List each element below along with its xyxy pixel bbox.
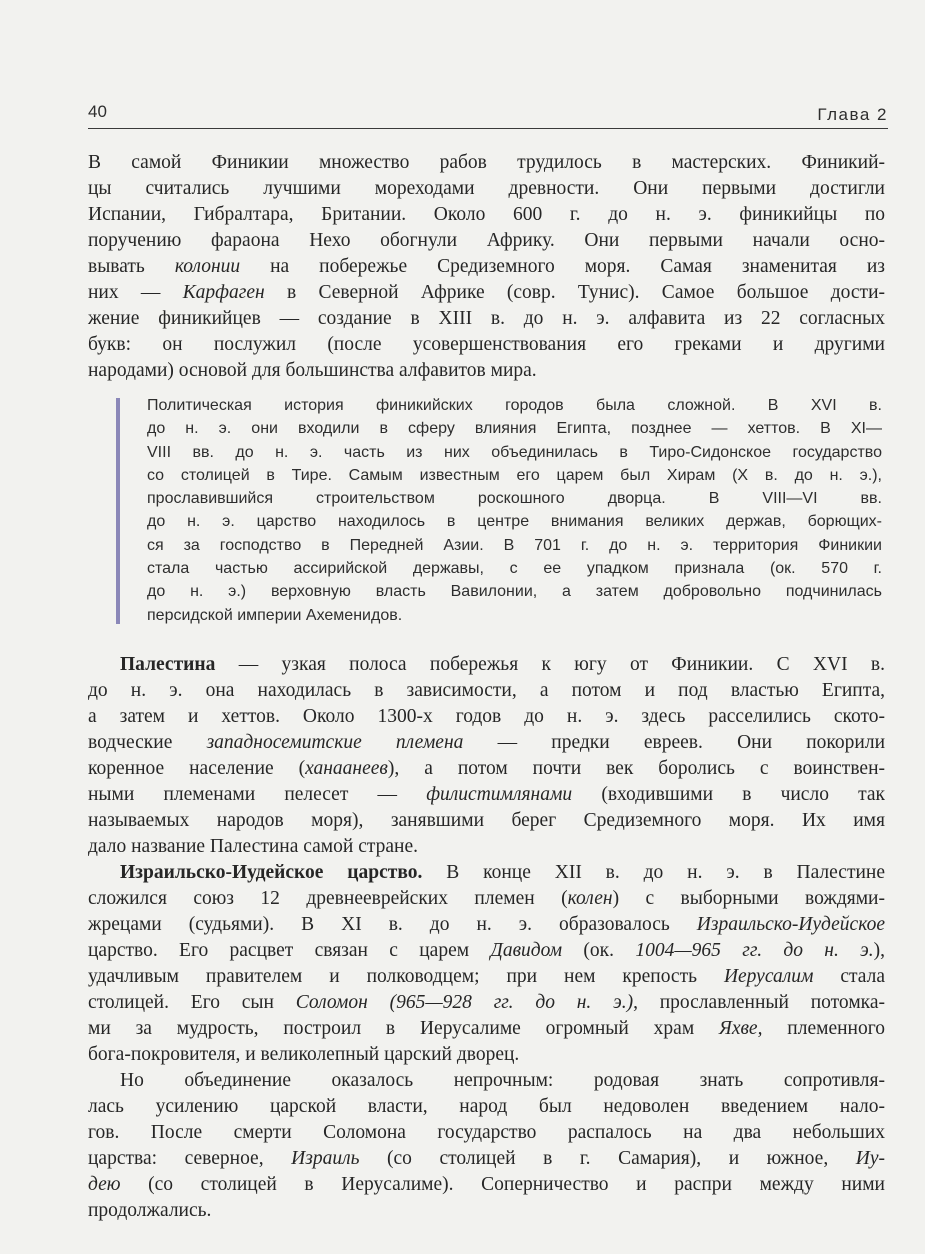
text-line: лась усилению царской власти, народ был недоволен введением нало- bbox=[88, 1096, 885, 1117]
text-line: называемых народов моря), занявшими берег Средиземного моря. Их имя bbox=[88, 810, 885, 831]
text-line: столицей. Его сын Соломон (965—928 гг. до н. э.), прославленный потомка- bbox=[88, 992, 885, 1013]
text-line: гов. После смерти Соломона государство распалось на два небольших bbox=[88, 1122, 885, 1143]
text-line: дало название Палестина самой стране. bbox=[88, 836, 418, 857]
note-line: ся за господство в Передней Азии. В 701 г. до н. э. территория Финикии bbox=[147, 536, 882, 554]
text-line: а затем и хеттов. Около 1300-х годов до н. э. здесь расселились ското- bbox=[88, 706, 885, 727]
term-colonies: колонии bbox=[174, 256, 241, 277]
text-line: до н. э. она находилась в зависимости, а потом и под властью Египта, bbox=[88, 680, 885, 701]
text-line: Палестина — узкая полоса побережья к югу от Финикии. С XVI в. bbox=[120, 654, 885, 675]
term-canaanites: ханаанеев bbox=[305, 758, 388, 779]
heading-kingdom: Израильско-Иудейское царство. bbox=[120, 862, 423, 883]
note-line: стала частью ассирийской державы, с ее упадком признала (ок. 570 г. bbox=[147, 560, 882, 578]
paragraph-phoenicia bbox=[88, 150, 885, 384]
note-line: до н. э.) верховную власть Вавилонии, а затем добровольно подчинилась bbox=[147, 583, 882, 601]
note-line: Политическая история финикийских городов была сложной. В XVI в. bbox=[147, 397, 882, 414]
term-israel: Израиль bbox=[291, 1148, 360, 1169]
text-line: жрецами (судьями). В XI в. до н. э. образовалось Израильско-Иудейское bbox=[88, 914, 885, 935]
text-line: поручению фараона Нехо обогнули Африку. Они первыми начали осно- bbox=[88, 230, 885, 251]
text-line: царство. Его расцвет связан с царем Давидом (ок. 1004—965 гг. до н. э.), bbox=[88, 940, 886, 961]
text-line: водческие западносемитские племена — предки евреев. Они покорили bbox=[88, 732, 886, 753]
text-line: вывать колонии на побережье Средиземного моря. Самая знаменитая из bbox=[88, 256, 885, 277]
paragraph-palestine bbox=[88, 652, 885, 860]
term-israel-judah: Израильско-Иудейское bbox=[696, 914, 885, 935]
note-line: до н. э. они входили в сферу влияния Египта, позднее — хеттов. В XI— bbox=[147, 420, 882, 438]
term-david: Давидом bbox=[490, 940, 563, 961]
note-line: со столицей в Тире. Самым известным его царем был Хирам (X в. до н. э.), bbox=[147, 466, 882, 484]
text-line: народами) основой для большинства алфавитов мира. bbox=[88, 360, 537, 381]
sidebar-accent-bar bbox=[116, 398, 120, 624]
text-line: продолжались. bbox=[88, 1200, 212, 1221]
note-line: персидской империи Ахеменидов. bbox=[147, 606, 403, 624]
text-line: В самой Финикии множество рабов трудилось в мастерских. Финикий- bbox=[88, 152, 885, 173]
text-line: удачливым правителем и полководцем; при нем крепость Иерусалим стала bbox=[88, 966, 885, 987]
text-line: дею (со столицей в Иерусалиме). Соперничество и распри между ними bbox=[88, 1174, 885, 1195]
term-carthage: Карфаген bbox=[182, 282, 265, 303]
sidebar-note bbox=[147, 394, 882, 627]
term-jerusalem: Иерусалим bbox=[723, 966, 814, 987]
term-solomon: Соломон (965—928 гг. до н. э.) bbox=[295, 992, 634, 1013]
text-line: бога-покровителя, и великолепный царский дворец. bbox=[88, 1044, 520, 1065]
term-yahweh: Яхве, bbox=[719, 1018, 763, 1039]
paragraph-kingdom bbox=[88, 860, 885, 1068]
text-line: Испании, Гибралтара, Британии. Около 600 г. до н. э. финикийцы по bbox=[88, 204, 885, 225]
text-line: букв: он послужил (после усовершенствования его греками и другими bbox=[88, 334, 885, 355]
term-david-dates: 1004—965 гг. до н. э. bbox=[635, 940, 874, 961]
text-line: ными племенами пелесет — филистимлянами (входившими в число так bbox=[88, 784, 885, 805]
text-line: цы считались лучшими мореходами древности. Они первыми достигли bbox=[88, 178, 885, 199]
text-line: них — Карфаген в Северной Африке (совр. Тунис). Самое большое дости- bbox=[88, 282, 886, 303]
term-kolen: колен bbox=[567, 888, 613, 909]
paragraph-division bbox=[88, 1068, 885, 1224]
term-tribes: западносемитские племена bbox=[206, 732, 464, 753]
term-philistines: филистимлянами bbox=[426, 784, 573, 805]
term-judah-end: дею bbox=[88, 1174, 121, 1195]
heading-palestine: Палестина bbox=[120, 654, 216, 675]
text-line: жение финикийцев — создание в XIII в. до н. э. алфавита из 22 согласных bbox=[88, 308, 885, 329]
text-line: ми за мудрость, построил в Иерусалиме огромный храм Яхве, племенного bbox=[88, 1018, 885, 1039]
note-line: до н. э. царство находилось в центре внимания великих держав, борющих- bbox=[147, 513, 882, 531]
text-line: Израильско-Иудейское царство. В конце XII в. до н. э. в Палестине bbox=[120, 862, 885, 883]
page-header bbox=[88, 98, 888, 129]
text-line: коренное население (ханаанеев), а потом почти век боролись с воинствен- bbox=[88, 758, 885, 779]
note-line: VIII вв. до н. э. часть из них объединилась в Тиро-Сидонское государство bbox=[147, 443, 882, 461]
text-line: царства: северное, Израиль (со столицей в г. Самария), и южное, Иу- bbox=[88, 1148, 885, 1169]
text-line: Но объединение оказалось непрочным: родовая знать сопротивля- bbox=[120, 1070, 885, 1091]
term-judah-part: Иу- bbox=[855, 1148, 885, 1169]
page-number: 40 bbox=[88, 102, 107, 121]
chapter-title: Глава 2 bbox=[817, 105, 888, 124]
note-line: прославившийся строительством роскошного дворца. В VIII—VI вв. bbox=[147, 490, 882, 508]
text-line: сложился союз 12 древнееврейских племен (колен) с выборными вождями- bbox=[88, 888, 885, 909]
